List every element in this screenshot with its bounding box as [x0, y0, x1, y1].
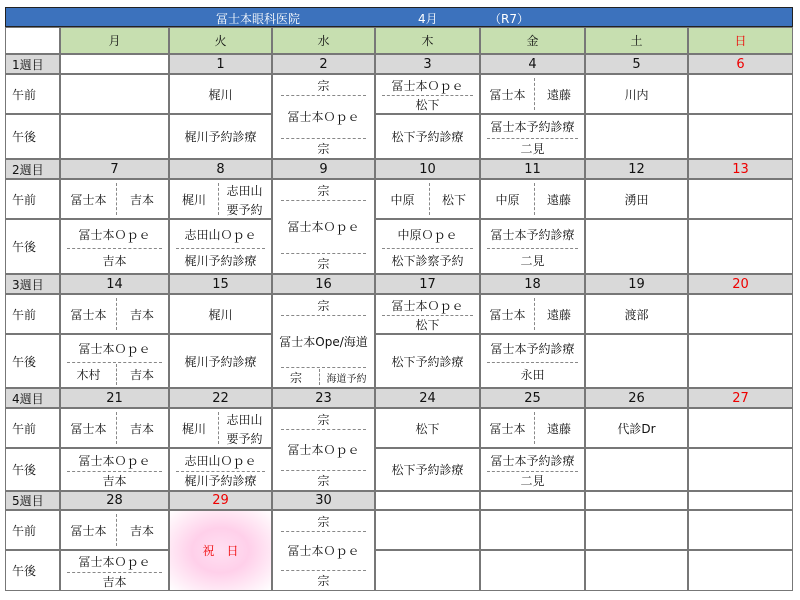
day-header: 水 [272, 27, 375, 54]
empty-slot [585, 448, 688, 491]
doctor-entry: 遠藤 [546, 192, 571, 207]
date-cell: 22 [169, 388, 272, 408]
date-cell: 14 [60, 274, 169, 294]
day-header: 日 [688, 27, 793, 54]
date-cell: 8 [169, 159, 272, 179]
date-cell: 1 [169, 54, 272, 74]
doctor-entry: 冨士本予約診療 [490, 120, 575, 134]
schedule-entry: 梶川予約診療 [169, 334, 272, 388]
schedule-sheet [5, 7, 793, 591]
schedule-entry: 梶川 [169, 294, 272, 334]
wednesday-column [272, 408, 375, 491]
doctor-entry: 遠藤 [546, 87, 571, 102]
surgery-entry: 冨士本Ope/海道 [279, 334, 368, 349]
empty-slot [480, 510, 585, 550]
week-label: 2週目 [5, 159, 60, 179]
schedule-entry-stack [60, 550, 169, 591]
day-header: 木 [375, 27, 480, 54]
am-label: 午前 [5, 294, 60, 334]
empty-slot [688, 74, 793, 114]
date-cell: 5 [585, 54, 688, 74]
date-cell: 6 [688, 54, 793, 74]
dashed-divider [534, 183, 535, 215]
dashed-divider [116, 364, 117, 385]
dashed-divider [487, 362, 578, 363]
empty-slot [375, 550, 480, 591]
doctor-entry: 冨士本予約診療 [490, 227, 575, 242]
date-cell [60, 54, 169, 74]
holiday-cell: 祝 日 [169, 510, 272, 591]
date-cell: 15 [169, 274, 272, 294]
dashed-divider [534, 412, 535, 444]
wednesday-column [272, 294, 375, 388]
doctor-entry: 冨士本Ｏｐｅ [78, 555, 151, 569]
doctor-entry: 吉本 [129, 192, 154, 207]
empty-slot [60, 74, 169, 114]
schedule-entry-stack [375, 294, 480, 334]
doctor-entry: 冨士本 [70, 307, 107, 322]
dashed-divider [116, 298, 117, 330]
doctor-entry: 吉本 [102, 574, 127, 589]
surgery-entry: 冨士本Ｏｐｅ [287, 443, 360, 457]
doctor-entry: 松下診察予約 [391, 254, 464, 268]
date-cell: 28 [60, 491, 169, 510]
dashed-divider [176, 248, 265, 249]
date-cell: 19 [585, 274, 688, 294]
doctor-entry: 冨士本 [70, 421, 107, 436]
doctor-entry: 宗 [317, 256, 330, 271]
date-cell: 23 [272, 388, 375, 408]
doctor-entry: 宗 [317, 183, 330, 198]
empty-slot [688, 491, 793, 510]
week-label: 1週目 [5, 54, 60, 74]
date-cell: 26 [585, 388, 688, 408]
empty-slot [60, 114, 169, 159]
date-cell: 4 [480, 54, 585, 74]
schedule-entry-stack [480, 334, 585, 388]
schedule-entry: 梶川 [169, 74, 272, 114]
pm-label: 午後 [5, 448, 60, 491]
schedule-entry: 川内 [585, 74, 688, 114]
empty-slot [688, 179, 793, 219]
schedule-entry-split [480, 179, 585, 219]
day-header: 火 [169, 27, 272, 54]
wednesday-column [272, 510, 375, 591]
date-cell: 24 [375, 388, 480, 408]
week-label: 3週目 [5, 274, 60, 294]
clinic-name: 冨士本眼科医院 [216, 12, 301, 26]
dashed-divider [319, 369, 320, 385]
dashed-divider [116, 183, 117, 215]
date-cell: 7 [60, 159, 169, 179]
doctor-entry: 宗 [317, 141, 330, 156]
doctor-entry: 永田 [520, 368, 545, 382]
schedule-entry-split [480, 408, 585, 448]
schedule-entry-stack [375, 74, 480, 114]
doctor-entry: 冨士本 [70, 523, 107, 538]
schedule-entry-stack [480, 219, 585, 274]
dashed-divider [116, 412, 117, 444]
schedule-entry-split [60, 294, 169, 334]
date-cell: 25 [480, 388, 585, 408]
doctor-entry: 中原 [495, 192, 520, 207]
schedule-entry-stack [480, 114, 585, 159]
date-cell: 2 [272, 54, 375, 74]
doctor-entry: 志田山Ｏｐｅ [184, 227, 257, 242]
schedule-entry-split [169, 408, 272, 448]
empty-slot [688, 294, 793, 334]
empty-slot [375, 510, 480, 550]
empty-slot [688, 114, 793, 159]
schedule-entry-stack [60, 219, 169, 274]
doctor-entry: 木村 [76, 368, 101, 382]
dashed-divider [67, 572, 162, 573]
date-cell: 3 [375, 54, 480, 74]
surgery-entry: 冨士本Ｏｐｅ [287, 110, 360, 124]
schedule-entry-stack [480, 448, 585, 491]
date-cell: 30 [272, 491, 375, 510]
schedule-entry: 松下 [375, 408, 480, 448]
dashed-divider [534, 298, 535, 330]
date-cell: 17 [375, 274, 480, 294]
doctor-entry: 冨士本 [70, 192, 107, 207]
empty-slot [585, 334, 688, 388]
dashed-divider [116, 514, 117, 546]
empty-slot [585, 219, 688, 274]
schedule-entry-stack [60, 448, 169, 491]
empty-slot [585, 491, 688, 510]
doctor-entry: 吉本 [129, 421, 154, 436]
surgery-entry: 冨士本Ｏｐｅ [287, 220, 360, 234]
doctor-entry: 吉本 [129, 307, 154, 322]
date-cell: 21 [60, 388, 169, 408]
schedule-entry-stack [60, 334, 169, 388]
title-bar [5, 7, 793, 27]
date-cell: 11 [480, 159, 585, 179]
doctor-entry: 遠藤 [546, 307, 571, 322]
doctor-entry: 冨士本Ｏｐｅ [78, 453, 151, 468]
wednesday-column [272, 179, 375, 274]
doctor-entry: 宗 [289, 370, 302, 385]
dashed-divider [382, 315, 473, 316]
schedule-entry-split [169, 179, 272, 219]
doctor-entry: 冨士本Ｏｐｅ [78, 342, 151, 356]
doctor-entry: 志田山 [226, 412, 263, 427]
date-cell: 10 [375, 159, 480, 179]
doctor-entry: 宗 [317, 78, 330, 93]
dashed-divider [487, 471, 578, 472]
doctor-entry: 宗 [317, 473, 330, 488]
date-cell: 27 [688, 388, 793, 408]
dashed-divider [67, 248, 162, 249]
dashed-divider [429, 183, 430, 215]
schedule-entry-split [60, 510, 169, 550]
empty-slot [688, 448, 793, 491]
empty-slot [688, 550, 793, 591]
schedule-entry-split [375, 179, 480, 219]
empty-slot [688, 334, 793, 388]
doctor-entry: 吉本 [129, 368, 154, 382]
doctor-entry: 二見 [520, 474, 545, 488]
empty-slot [688, 510, 793, 550]
doctor-entry: 宗 [317, 573, 330, 588]
pm-label: 午後 [5, 334, 60, 388]
empty-slot [480, 491, 585, 510]
schedule-entry: 松下予約診療 [375, 334, 480, 388]
pm-label: 午後 [5, 114, 60, 159]
day-header: 金 [480, 27, 585, 54]
date-cell: 12 [585, 159, 688, 179]
schedule-entry: 湧田 [585, 179, 688, 219]
doctor-entry: 冨士本 [489, 87, 526, 102]
doctor-entry: 志田山Ｏｐｅ [184, 453, 257, 468]
am-label: 午前 [5, 408, 60, 448]
month-label: 4月 [418, 12, 438, 26]
dashed-divider [382, 248, 473, 249]
doctor-entry: 冨士本Ｏｐｅ [78, 227, 151, 242]
schedule-entry: 松下予約診療 [375, 114, 480, 159]
doctor-entry: 二見 [520, 141, 545, 156]
date-cell: 29 [169, 491, 272, 510]
doctor-entry: 吉本 [102, 474, 127, 488]
dashed-divider [487, 248, 578, 249]
schedule-entry-split [480, 294, 585, 334]
schedule-entry: 渡部 [585, 294, 688, 334]
dashed-divider [487, 138, 578, 139]
date-cell: 9 [272, 159, 375, 179]
week-label: 4週目 [5, 388, 60, 408]
dashed-divider [176, 471, 265, 472]
empty-slot [585, 114, 688, 159]
doctor-entry: 冨士本Ｏｐｅ [391, 78, 464, 93]
doctor-entry: 梶川予約診療 [184, 254, 257, 268]
doctor-entry: 冨士本 [489, 307, 526, 322]
empty-slot [585, 550, 688, 591]
doctor-entry: 遠藤 [546, 421, 571, 436]
doctor-entry: 冨士本Ｏｐｅ [391, 298, 464, 313]
doctor-entry: 吉本 [102, 254, 127, 268]
corner-cell [5, 27, 60, 54]
dashed-divider [67, 471, 162, 472]
schedule-entry: 梶川予約診療 [169, 114, 272, 159]
doctor-entry: 冨士本予約診療 [490, 342, 575, 356]
dashed-divider [382, 95, 473, 96]
schedule-entry-split [480, 74, 585, 114]
doctor-entry: 梶川予約診療 [184, 474, 257, 488]
schedule-entry: 松下予約診療 [375, 448, 480, 491]
surgery-entry: 冨士本Ｏｐｅ [287, 544, 360, 558]
doctor-entry: 梶川 [181, 421, 206, 436]
doctor-entry: 志田山 [226, 183, 263, 198]
week-label: 5週目 [5, 491, 60, 510]
doctor-entry: 海道予約 [326, 373, 367, 385]
doctor-entry: 要予約 [226, 431, 263, 446]
doctor-entry: 二見 [520, 254, 545, 268]
year-label: （R7） [489, 12, 529, 26]
am-label: 午前 [5, 179, 60, 219]
empty-slot [688, 219, 793, 274]
dashed-divider [534, 78, 535, 110]
doctor-entry: 梶川 [181, 192, 206, 207]
am-label: 午前 [5, 74, 60, 114]
schedule-entry-split [60, 179, 169, 219]
schedule-entry-stack [169, 448, 272, 491]
date-cell: 20 [688, 274, 793, 294]
doctor-entry: 吉本 [129, 523, 154, 538]
empty-slot [480, 550, 585, 591]
doctor-entry: 宗 [317, 298, 330, 313]
schedule-entry-stack [169, 219, 272, 274]
schedule-entry: 代診Dr [585, 408, 688, 448]
date-cell: 13 [688, 159, 793, 179]
doctor-entry: 中原Ｏｐｅ [397, 227, 458, 242]
doctor-entry: 冨士本予約診療 [490, 453, 575, 468]
am-label: 午前 [5, 510, 60, 550]
pm-label: 午後 [5, 219, 60, 274]
empty-slot [688, 408, 793, 448]
wednesday-column [272, 74, 375, 159]
doctor-entry: 松下 [415, 317, 440, 332]
doctor-entry: 要予約 [226, 202, 263, 217]
doctor-entry: 宗 [317, 514, 330, 529]
doctor-entry: 松下 [441, 192, 466, 207]
pm-label: 午後 [5, 550, 60, 591]
schedule-entry-stack [375, 219, 480, 274]
doctor-entry: 冨士本 [489, 421, 526, 436]
date-cell: 18 [480, 274, 585, 294]
day-header: 土 [585, 27, 688, 54]
doctor-entry: 宗 [317, 412, 330, 427]
day-header: 月 [60, 27, 169, 54]
empty-slot [375, 491, 480, 510]
date-cell: 16 [272, 274, 375, 294]
empty-slot [585, 510, 688, 550]
doctor-entry: 松下 [415, 97, 440, 112]
schedule-entry-split [60, 408, 169, 448]
doctor-entry: 中原 [390, 192, 415, 207]
